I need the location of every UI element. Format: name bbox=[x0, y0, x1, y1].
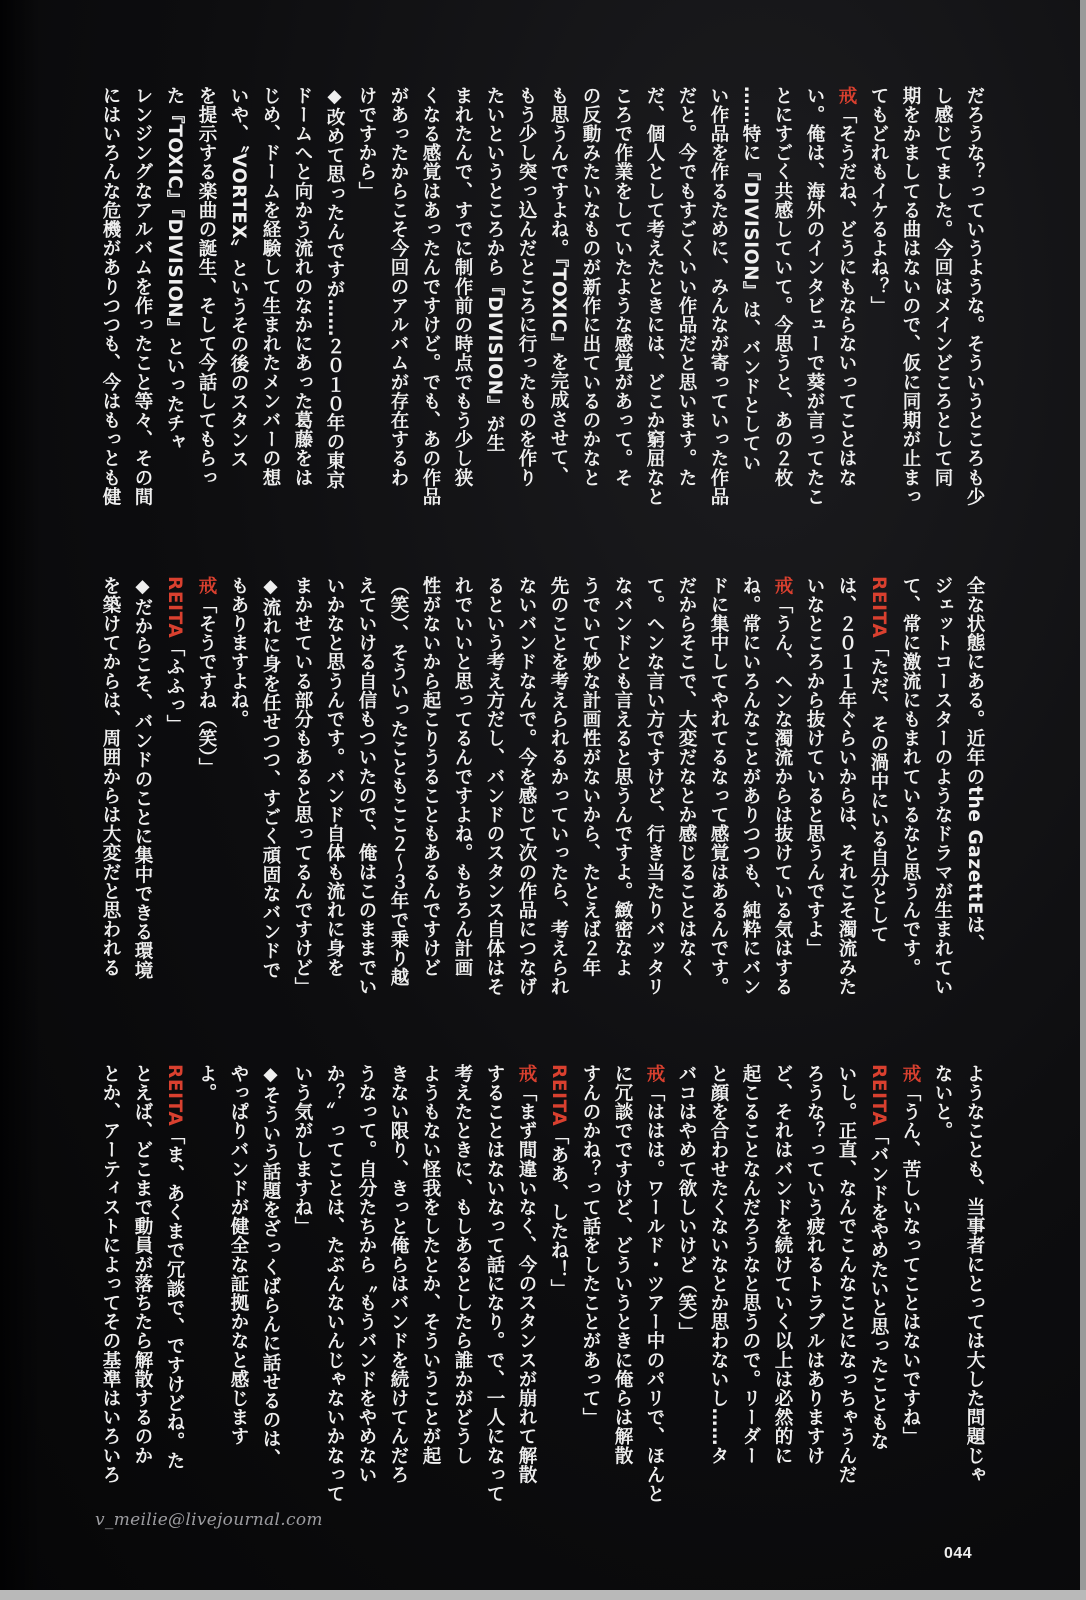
line-text: だ、個人として考えたときには、どこか窮屈なと bbox=[644, 86, 665, 507]
line-text: 「うん、ヘンな濁流からは抜けている気はする bbox=[772, 595, 793, 997]
speaker-name: REITA bbox=[548, 1064, 569, 1127]
line-text: た『TOXIC』『DIVISION』といったチャ bbox=[164, 86, 185, 452]
line-text: 全な状態にある。近年のthe GazettEは、 bbox=[964, 576, 985, 954]
line-text: いかなと思うんです。バンド自体も流れに身を bbox=[324, 576, 345, 978]
question-line bbox=[222, 1064, 254, 1508]
line-text: ようもない怪我をしたとか、そういうことが起 bbox=[420, 1064, 441, 1466]
line-text: 「うん、苦しいなってことはないですね」 bbox=[900, 1083, 921, 1447]
text-column-top bbox=[94, 86, 990, 546]
text-line bbox=[446, 576, 478, 1016]
line-text: いなところから抜けていると思うんですよ」 bbox=[804, 576, 825, 958]
line-text: とにすごく共感していて。今思うと、あの２枚 bbox=[772, 86, 793, 488]
text-line bbox=[286, 1064, 318, 1508]
speaker-name: 戒 bbox=[836, 86, 857, 106]
speaker-line bbox=[766, 576, 798, 1016]
text-line bbox=[798, 86, 830, 546]
speaker-name: 戒 bbox=[516, 1064, 537, 1084]
text-line bbox=[670, 1064, 702, 1508]
line-text: があったからこそ今回のアルバムが存在するわ bbox=[388, 86, 409, 488]
text-line bbox=[766, 86, 798, 546]
text-line bbox=[702, 576, 734, 1016]
line-text: ジェットコースターのようなドラマが生まれてい bbox=[932, 576, 953, 997]
text-line bbox=[414, 576, 446, 1016]
speaker-name: 戒 bbox=[900, 1064, 921, 1084]
line-text: ドに集中してやれてるなって感覚はあるんです。 bbox=[708, 576, 729, 997]
line-text: て。ヘンな言い方ですけど、行き当たりバッタリ bbox=[644, 576, 665, 997]
line-text: 考えたときに、もしあるとしたら誰かがどうし bbox=[452, 1064, 473, 1466]
line-text: だろうな？っていうような。そういうところも少 bbox=[964, 86, 985, 507]
line-text: けですから」 bbox=[356, 86, 377, 201]
text-line bbox=[510, 86, 542, 546]
line-text: もありますよね。 bbox=[228, 576, 249, 729]
text-line bbox=[606, 1064, 638, 1508]
line-text: じめ、ドームを経験して生まれたメンバーの想 bbox=[260, 86, 281, 488]
text-line bbox=[446, 86, 478, 546]
question-line bbox=[94, 86, 126, 546]
line-text: の反動みたいなものが新作に出ているのかなと bbox=[580, 86, 601, 488]
binding-shadow bbox=[0, 0, 40, 1600]
line-text: か？〟ってことは、たぶんないんじゃないかなって bbox=[324, 1064, 345, 1504]
speaker-line bbox=[542, 1064, 574, 1508]
text-line bbox=[382, 1064, 414, 1508]
text-line bbox=[574, 86, 606, 546]
line-text: 「ははは。ワールド・ツアー中のパリで、ほんと bbox=[644, 1083, 665, 1504]
page-number: 044 bbox=[944, 1545, 973, 1562]
speaker-name: REITA bbox=[868, 576, 889, 639]
line-text: だと。今でもすごくいい作品だと思います。た bbox=[676, 86, 697, 488]
line-text: たいというところから『DIVISION』が生 bbox=[484, 86, 505, 454]
text-line bbox=[926, 1064, 958, 1508]
line-text: るという考え方だし、バンドのスタンス自体はそ bbox=[484, 576, 505, 997]
question-line bbox=[222, 576, 254, 1016]
watermark-text: v_meilie@livejournal.com bbox=[95, 1510, 323, 1530]
text-line bbox=[606, 86, 638, 546]
line-text: 「ふふっ」 bbox=[164, 638, 185, 734]
text-line bbox=[798, 1064, 830, 1508]
line-text: いし。正直、なんでこんなことになっちゃうんだ bbox=[836, 1064, 857, 1485]
line-text: ◆だからこそ、バンドのことに集中できる環境 bbox=[132, 576, 153, 980]
line-text: にはいろんな危機がありつつも、今はもっとも健 bbox=[100, 86, 121, 507]
line-text: ◆流れに身を任せつつ、すごく頑固なバンドで bbox=[260, 576, 281, 980]
line-text: ようなことも、当事者にとっては大した問題じゃ bbox=[964, 1064, 985, 1485]
text-column-middle bbox=[94, 576, 990, 1016]
text-line bbox=[446, 1064, 478, 1508]
line-text: てもどれもイケるよね？」 bbox=[868, 86, 889, 316]
question-line bbox=[222, 86, 254, 546]
line-text: 「バンドをやめたいと思ったこともな bbox=[868, 1126, 889, 1451]
line-text: い。俺は、海外のインタビューで葵が言ってたこ bbox=[804, 86, 825, 507]
question-line bbox=[94, 576, 126, 1016]
text-line bbox=[734, 1064, 766, 1508]
line-text: い作品を作るために、みんなが寄っていった作品 bbox=[708, 86, 729, 507]
text-line bbox=[830, 1064, 862, 1508]
line-text: よ。 bbox=[196, 1064, 217, 1103]
line-text: もう少し突っ込んだところに行ったものを作り bbox=[516, 86, 537, 488]
text-line bbox=[414, 86, 446, 546]
text-line bbox=[478, 576, 510, 1016]
line-text: も思うんですよね。『TOXIC』を完成させて、 bbox=[548, 86, 569, 486]
speaker-line bbox=[862, 576, 894, 1016]
speaker-name: REITA bbox=[868, 1064, 889, 1127]
line-text: を提示する楽曲の誕生、そして今話してもらっ bbox=[196, 86, 217, 488]
line-text: 「そうだね、どうにもならないってことはな bbox=[836, 105, 857, 488]
question-line bbox=[254, 1064, 286, 1508]
speaker-line bbox=[190, 576, 222, 1016]
line-text: れでいいと思ってるんですよね。もちろん計画 bbox=[452, 576, 473, 978]
line-text: バコはやめて欲しいけど（笑）」 bbox=[676, 1064, 697, 1342]
text-line bbox=[734, 86, 766, 546]
text-line bbox=[670, 576, 702, 1016]
line-text: ね。常にいろんなことがありつつも、純粋にバン bbox=[740, 576, 761, 997]
text-line bbox=[606, 576, 638, 1016]
line-text: ◆そういう話題をざっくばらんに話せるのは、 bbox=[260, 1064, 281, 1468]
speaker-name: 戒 bbox=[644, 1064, 665, 1084]
line-text: て、常に激流にもまれているなと思うんです。 bbox=[900, 576, 921, 978]
question-line bbox=[126, 86, 158, 546]
line-text: 「ああ、したね！」 bbox=[548, 1126, 569, 1299]
text-line bbox=[510, 576, 542, 1016]
line-text: ないと。 bbox=[932, 1064, 953, 1141]
line-text: きない限り、きっと俺らはバンドを続けてんだろ bbox=[388, 1064, 409, 1485]
text-line bbox=[670, 86, 702, 546]
text-line bbox=[830, 576, 862, 1016]
speaker-line bbox=[894, 1064, 926, 1508]
line-text: 「ま、あくまで冗談で、ですけどね。た bbox=[164, 1126, 185, 1471]
question-line bbox=[254, 576, 286, 1016]
line-text: することはないなって話になり。で、一人になって bbox=[484, 1064, 505, 1504]
line-text: くなる感覚はあったんですけど。でも、あの作品 bbox=[420, 86, 441, 507]
line-text: 起こることなんだろうなと思うので。リーダー bbox=[740, 1064, 761, 1466]
line-text: いや、〝VORTEX〟というその後のスタンス bbox=[228, 86, 249, 469]
question-line bbox=[926, 576, 958, 1016]
speaker-line bbox=[638, 1064, 670, 1508]
question-line bbox=[158, 86, 190, 546]
text-line bbox=[350, 86, 382, 546]
line-text: まれたんで、すでに制作前の時点でもう少し狭 bbox=[452, 86, 473, 488]
question-line bbox=[958, 576, 990, 1016]
page-edge-bottom bbox=[0, 1590, 1086, 1600]
line-text: やっぱりバンドが健全な証拠かなと感じます bbox=[228, 1064, 249, 1446]
line-text: まかせている部分もあると思ってるんですけど」 bbox=[292, 576, 313, 997]
text-line bbox=[478, 86, 510, 546]
speaker-line bbox=[510, 1064, 542, 1508]
line-text: うなって。自分たちから〝もうバンドをやめない bbox=[356, 1064, 377, 1485]
line-text: なバンドとも言えると思うんですよ。緻密なよ bbox=[612, 576, 633, 978]
speaker-name: REITA bbox=[164, 576, 185, 639]
text-line bbox=[958, 1064, 990, 1508]
speaker-line bbox=[830, 86, 862, 546]
text-line bbox=[542, 86, 574, 546]
line-text: ドームへと向かう流れのなかにあった葛藤をは bbox=[292, 86, 313, 488]
speaker-name: REITA bbox=[164, 1064, 185, 1127]
line-text: に冗談でですけど、どういうときに俺らは解散 bbox=[612, 1064, 633, 1466]
question-line bbox=[254, 86, 286, 546]
text-line bbox=[318, 1064, 350, 1508]
line-text: すんのかね？って話をしたことがあって」 bbox=[580, 1064, 601, 1427]
text-line bbox=[382, 86, 414, 546]
line-text: と顔を合わせたくないなとか思わないし……タ bbox=[708, 1064, 729, 1466]
speaker-name: 戒 bbox=[772, 576, 793, 596]
speaker-line bbox=[158, 576, 190, 1016]
line-text: 先のことを考えられるかっていったら、考えられ bbox=[548, 576, 569, 997]
text-line bbox=[926, 86, 958, 546]
speaker-line bbox=[862, 1064, 894, 1508]
line-text: ……特に『DIVISION』は、バンドとしてい bbox=[740, 86, 761, 473]
text-line bbox=[542, 576, 574, 1016]
text-line bbox=[766, 1064, 798, 1508]
text-line bbox=[702, 86, 734, 546]
text-line bbox=[958, 86, 990, 546]
line-text: とか、アーティストによってその基準はいろいろ bbox=[100, 1064, 121, 1485]
text-line bbox=[126, 1064, 158, 1508]
question-line bbox=[190, 1064, 222, 1508]
text-line bbox=[478, 1064, 510, 1508]
line-text: だからそこで、大変だなとか感じることはなく bbox=[676, 576, 697, 978]
line-text: 性がないから起こりうることもあるんですけど bbox=[420, 576, 441, 978]
text-line bbox=[350, 1064, 382, 1508]
text-line bbox=[286, 576, 318, 1016]
line-text: ◆改めて思ったんですが……２０１０年の東京 bbox=[324, 86, 345, 490]
text-line bbox=[414, 1064, 446, 1508]
text-column-lower bbox=[94, 1064, 990, 1508]
line-text: とえば、どこまで動員が落ちたら解散するのか bbox=[132, 1064, 153, 1466]
line-text: ころで作業をしていたような感覚があって。そ bbox=[612, 86, 633, 488]
page-edge-right bbox=[1080, 0, 1086, 1600]
text-line bbox=[862, 86, 894, 546]
text-line bbox=[574, 576, 606, 1016]
line-text: ないバンドなんで。今を感じて次の作品につなげ bbox=[516, 576, 537, 997]
text-line bbox=[94, 1064, 126, 1508]
line-text: 「ただ、その渦中にいる自分として bbox=[868, 638, 889, 944]
line-text: ろうな？っていう疲れるトラブルはありますけ bbox=[804, 1064, 825, 1466]
line-text: は、２０１１年ぐらいからは、それこそ濁流みた bbox=[836, 576, 857, 997]
line-text: 「まず間違いなく、今のスタンスが崩れて解散 bbox=[516, 1083, 537, 1485]
question-line bbox=[318, 86, 350, 546]
text-line bbox=[574, 1064, 606, 1508]
line-text: 期をかましてる曲はないので、仮に同期が止まっ bbox=[900, 86, 921, 507]
line-text: うでいて妙な計画性がないから、たとえば２年 bbox=[580, 576, 601, 978]
speaker-line bbox=[158, 1064, 190, 1508]
line-text: を築けてからは、周囲からは大変だと思われる bbox=[100, 576, 121, 978]
question-line bbox=[126, 576, 158, 1016]
line-text: （笑）、そういったこともここ２〜３年で乗り越 bbox=[388, 576, 409, 987]
text-line bbox=[350, 576, 382, 1016]
text-line bbox=[638, 576, 670, 1016]
line-text: 「そうですね（笑）」 bbox=[196, 595, 217, 777]
text-line bbox=[318, 576, 350, 1016]
question-line bbox=[286, 86, 318, 546]
question-line bbox=[190, 86, 222, 546]
line-text: レンジングなアルバムを作ったこと等々、その間 bbox=[132, 86, 153, 507]
line-text: いう気がしますね」 bbox=[292, 1064, 313, 1236]
text-line bbox=[734, 576, 766, 1016]
speaker-name: 戒 bbox=[196, 576, 217, 596]
question-line bbox=[894, 576, 926, 1016]
line-text: し感じてました。今回はメインどころとして同 bbox=[932, 86, 953, 488]
text-line bbox=[702, 1064, 734, 1508]
text-line bbox=[798, 576, 830, 1016]
line-text: ど、それはバンドを続けていく以上は必然的に bbox=[772, 1064, 793, 1466]
text-line bbox=[894, 86, 926, 546]
text-line bbox=[638, 86, 670, 546]
line-text: えていける自信もついたので、俺はこのままでい bbox=[356, 576, 377, 997]
text-line bbox=[382, 576, 414, 1016]
